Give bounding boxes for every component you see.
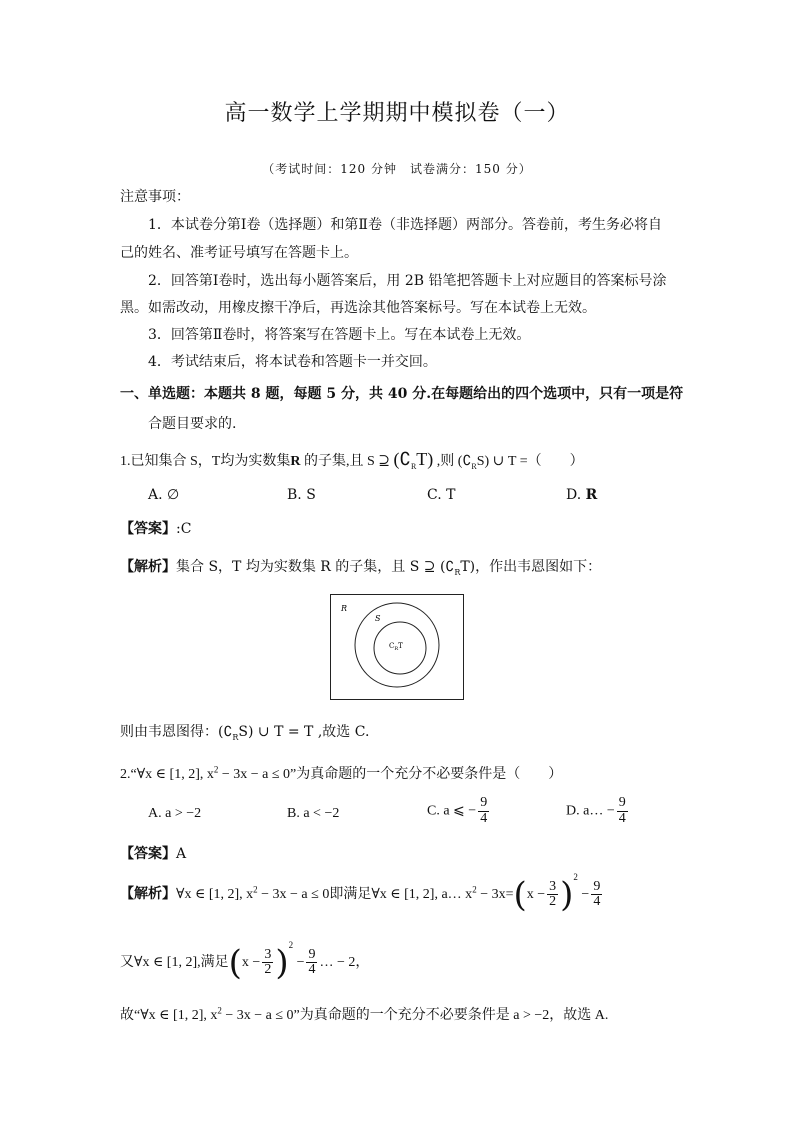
square-exponent: 2	[573, 872, 578, 882]
fraction-nine-quarters	[617, 796, 628, 826]
analysis-text: T)，作出韦恩图如下：	[460, 559, 602, 575]
q1-option-c: C. T	[427, 487, 456, 503]
q1-analysis	[120, 556, 601, 577]
analysis-text: x −	[241, 955, 261, 970]
notice-item-1-line-1: 1．本试卷分第Ⅰ卷（选择题）和第Ⅱ卷（非选择题）两部分。答卷前，考生务必将自	[148, 217, 662, 233]
analysis-text: −	[577, 887, 590, 902]
option-d-prefix: D. a… −	[566, 803, 615, 819]
q2-stem-part: − 3x − a ≤ 0”为真命题的一个充分不必要条件是（ ）	[218, 767, 563, 782]
venn-c: C	[389, 642, 395, 650]
option-c-prefix: C. a ⩽ −	[427, 803, 477, 819]
q2-option-a: A. a > −2	[148, 806, 202, 821]
result-text: S) ∪ T = T ,故选 C.	[238, 724, 370, 740]
venn-label-s: S	[375, 614, 381, 623]
fraction-nine-quarters	[306, 948, 317, 978]
fraction-three-halves	[262, 948, 273, 978]
complement-expr: (∁	[457, 454, 472, 469]
analysis-text: − 3x=	[476, 887, 514, 902]
fraction-numerator: 9	[480, 795, 488, 810]
q2-option-b: B. a < −2	[287, 806, 340, 821]
q2-conclusion	[120, 1004, 608, 1024]
fraction-numerator: 3	[264, 946, 272, 962]
set-s-circle	[355, 603, 439, 687]
analysis-label: 【解析】	[120, 886, 176, 902]
page-subtitle: （考试时间：120 分钟 试卷满分：150 分）	[262, 162, 532, 176]
fraction-nine-quarters	[591, 880, 602, 910]
real-set-symbol: R	[290, 454, 301, 469]
fraction-denominator: 2	[549, 894, 557, 910]
q2-stem-part: 2.“∀x ∈ [1, 2], x	[120, 767, 214, 782]
venn-t: T	[398, 642, 403, 650]
fraction-numerator: 9	[593, 878, 601, 894]
q1-stem-part: ∪ T =（ ）	[489, 454, 584, 469]
complement-subscript: R	[410, 461, 417, 471]
square-exponent: 2	[288, 940, 294, 950]
venn-diagram	[330, 594, 464, 700]
right-paren: )	[560, 874, 574, 915]
real-set-symbol: R	[585, 487, 598, 503]
fraction-nine-quarters	[478, 796, 489, 826]
square-exponent: 2	[213, 764, 219, 775]
q2-option-c	[427, 796, 491, 826]
option-d-prefix: D.	[566, 487, 586, 503]
notice-item-3: 3．回答第Ⅱ卷时，将答案写在答题卡上。写在本试卷上无效。	[148, 327, 531, 343]
square-exponent: 2	[472, 884, 477, 895]
fraction-numerator: 3	[549, 878, 557, 894]
conclusion-text: 故“∀x ∈ [1, 2], x	[120, 1008, 218, 1023]
fraction-denominator: 4	[593, 894, 601, 910]
notice-item-1-line-2: 己的姓名、准考证号填写在答题卡上。	[120, 245, 358, 261]
notice-heading: 注意事项：	[120, 189, 190, 205]
notice-item-2-line-2: 黑。如需改动，用橡皮擦干净后，再选涂其他答案标号。写在本试卷上无效。	[120, 300, 596, 316]
analysis-text: … − 2，	[319, 955, 370, 970]
venn-diagram-svg	[330, 594, 464, 700]
section-heading-line-2: 合题目要求的.	[148, 416, 237, 432]
venn-label-complement	[389, 642, 403, 652]
right-paren: )	[275, 942, 289, 983]
q1-option-a: A. ∅	[148, 487, 180, 503]
q2-analysis-line-1	[120, 872, 604, 915]
section-heading-line-1: 一、单选题：本题共 8 题，每题 5 分，共 40 分.在每题给出的四个选项中，只有一项是符	[120, 386, 684, 402]
analysis-text: −	[293, 955, 305, 970]
complement-expr: S)	[476, 454, 490, 469]
analysis-text: ∀x ∈ [1, 2], x	[176, 887, 254, 902]
page-title: 高一数学上学期期中模拟卷（一）	[224, 101, 570, 126]
analysis-label: 【解析】	[120, 559, 176, 575]
answer-label: 【答案】	[120, 521, 176, 537]
fraction-denominator: 4	[618, 810, 626, 826]
result-text: 则由韦恩图得：(∁	[120, 724, 233, 740]
q1-option-d	[566, 487, 597, 503]
fraction-three-halves	[547, 880, 558, 910]
q1-result	[120, 721, 369, 742]
venn-label-r: R	[341, 604, 348, 613]
q1-answer	[120, 518, 191, 538]
answer-value: A	[176, 846, 187, 862]
q2-option-d	[566, 796, 630, 826]
square-exponent: 2	[217, 1005, 222, 1016]
analysis-text: x −	[526, 887, 546, 902]
complement-expr: T)	[416, 449, 434, 469]
question-2-stem	[120, 763, 562, 783]
square-exponent: 2	[253, 884, 258, 895]
notice-item-2-line-1: 2．回答第Ⅰ卷时，选出每小题答案后，用 2B 铅笔把答题卡上对应题目的答案标号涂	[148, 273, 667, 289]
fraction-denominator: 4	[480, 810, 488, 826]
complement-subscript: R	[454, 567, 461, 577]
answer-value: :C	[176, 521, 192, 537]
q2-answer	[120, 843, 186, 863]
q1-stem-part: 的子集,且 S ⊇	[300, 454, 394, 469]
fraction-numerator: 9	[308, 946, 316, 962]
conclusion-text: − 3x − a ≤ 0”为真命题的一个充分不必要条件是 a > −2，故选 A.	[221, 1008, 609, 1023]
left-paren: (	[228, 942, 242, 983]
q1-option-b: B. S	[287, 487, 316, 503]
analysis-text: 集合 S，T 均为实数集 R 的子集，且 S ⊇ (∁	[176, 559, 455, 575]
fraction-denominator: 4	[308, 962, 316, 978]
fraction-denominator: 2	[264, 962, 272, 978]
complement-subscript: R	[232, 732, 239, 742]
question-1-stem	[120, 449, 584, 471]
left-paren: (	[513, 874, 527, 915]
venn-sub-r: R	[394, 646, 399, 652]
answer-label: 【答案】	[120, 846, 176, 862]
q1-stem-part: 1.已知集合 S，T均为实数集	[120, 454, 291, 469]
q2-analysis-line-2	[120, 940, 370, 983]
analysis-text: − 3x − a ≤ 0即满足∀x ∈ [1, 2], a… x	[257, 887, 473, 902]
complement-expr: (∁	[393, 449, 411, 469]
complement-subscript: R	[471, 461, 477, 471]
analysis-text: 又∀x ∈ [1, 2],满足	[120, 955, 229, 970]
notice-item-4: 4．考试结束后，将本试卷和答题卡一并交回。	[148, 354, 437, 370]
fraction-numerator: 9	[618, 795, 626, 810]
q1-stem-part: ,则	[433, 454, 458, 469]
